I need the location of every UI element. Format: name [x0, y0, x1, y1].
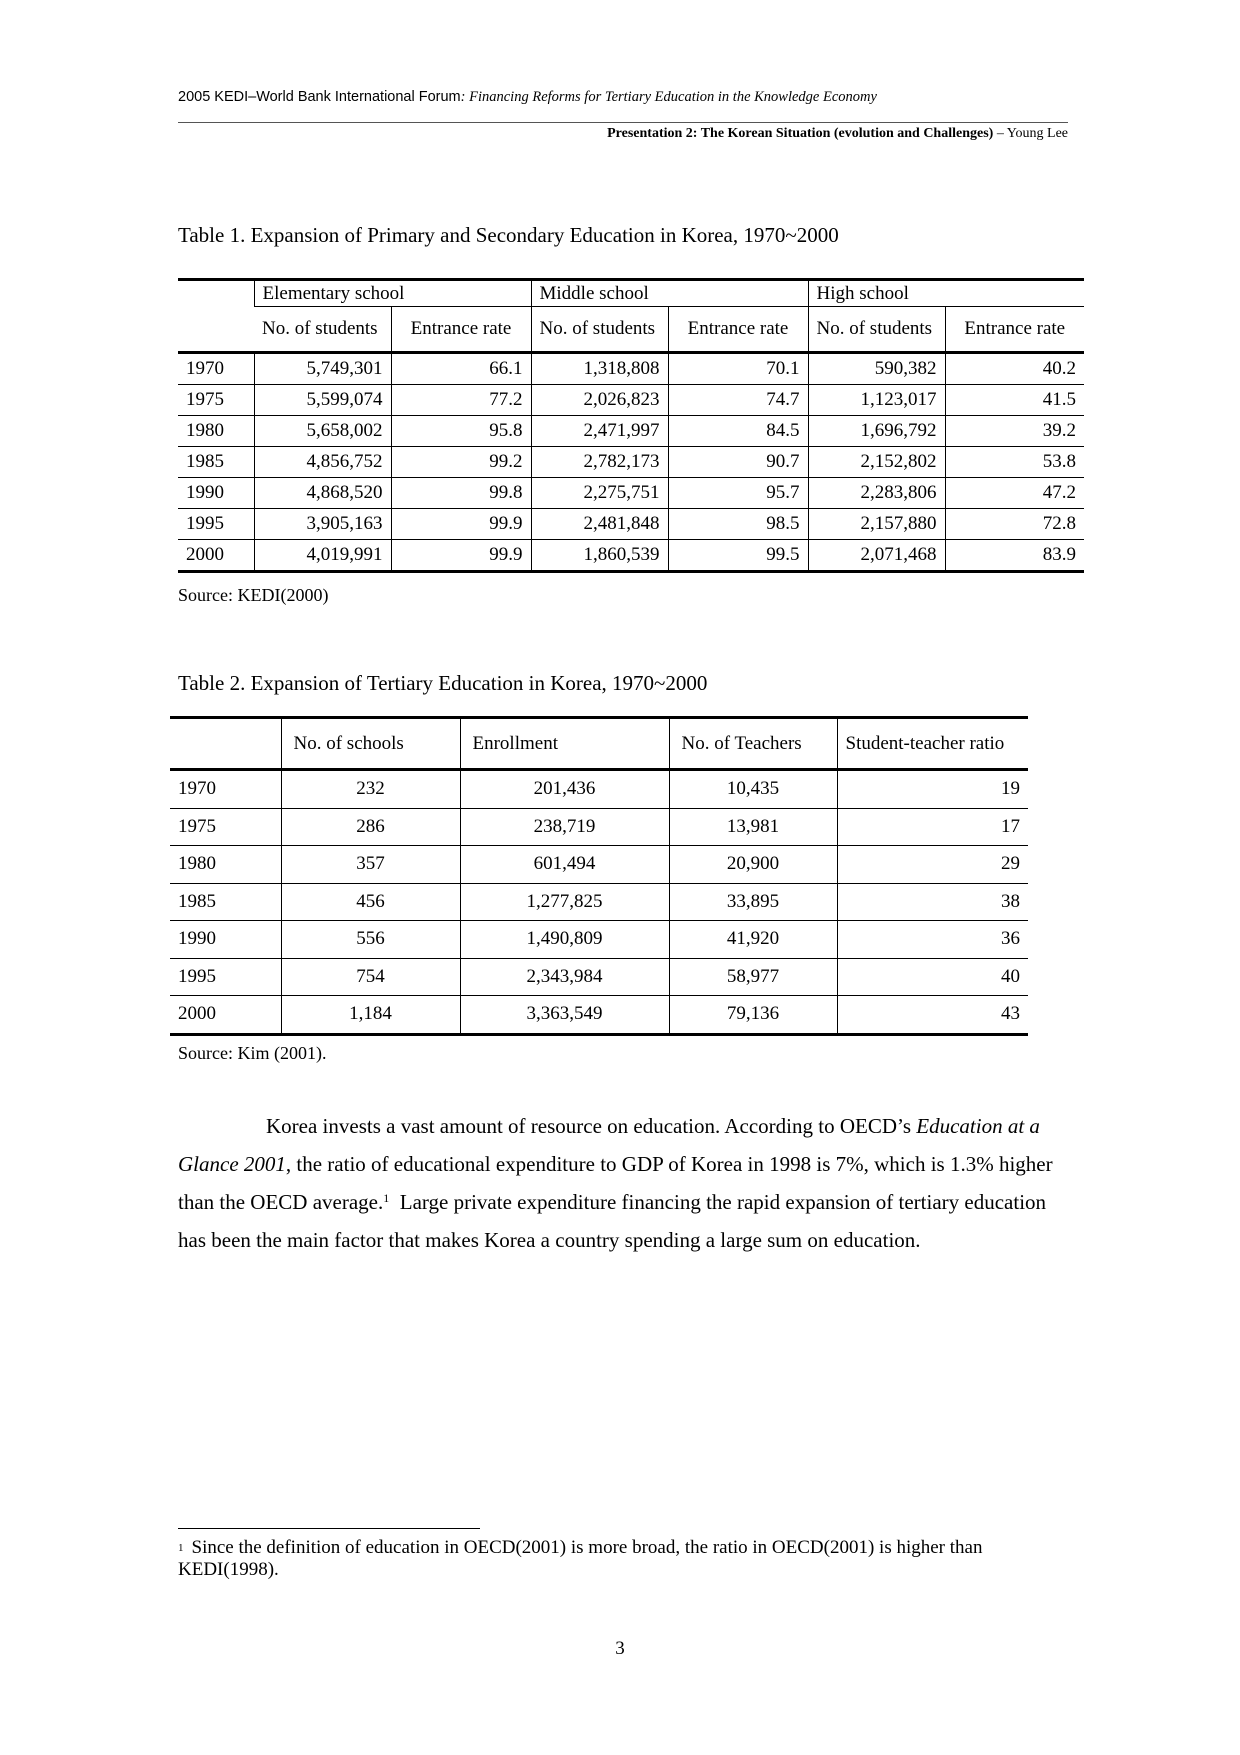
table1-primary-secondary — [178, 278, 1084, 573]
data-cell: 43 — [837, 996, 1028, 1035]
data-cell: 357 — [281, 846, 460, 884]
data-cell: 1,860,539 — [531, 540, 668, 572]
year-cell: 1970 — [170, 770, 281, 809]
data-cell: 41.5 — [945, 385, 1084, 416]
data-cell: 90.7 — [668, 447, 808, 478]
table-row — [178, 353, 1084, 385]
data-cell: 232 — [281, 770, 460, 809]
table2-header-row — [170, 718, 1028, 770]
data-cell: 40.2 — [945, 353, 1084, 385]
table1-subheader: Entrance rate — [945, 307, 1084, 353]
data-cell: 70.1 — [668, 353, 808, 385]
data-cell: 47.2 — [945, 478, 1084, 509]
footnote-rule — [178, 1528, 480, 1529]
data-cell: 1,123,017 — [808, 385, 945, 416]
data-cell: 99.5 — [668, 540, 808, 572]
cited-title: Education at a Glance 2001 — [178, 1114, 1040, 1176]
presenter-name: – Young Lee — [993, 126, 1068, 141]
data-cell: 13,981 — [669, 808, 837, 846]
year-cell: 1995 — [170, 958, 281, 996]
year-cell: 1990 — [178, 478, 254, 509]
table-row — [170, 808, 1028, 846]
data-cell: 2,275,751 — [531, 478, 668, 509]
data-cell: 74.7 — [668, 385, 808, 416]
table2-tertiary — [170, 716, 1028, 1036]
data-cell: 29 — [837, 846, 1028, 884]
forum-name: 2005 KEDI–World Bank International Forum — [178, 89, 461, 105]
data-cell: 2,283,806 — [808, 478, 945, 509]
paragraph-text: , the ratio of educational expenditure to GDP of Korea in 1998 is 7%, which is 1.3% higher than the OECD average. — [178, 1152, 1053, 1214]
data-cell: 40 — [837, 958, 1028, 996]
table-row — [170, 770, 1028, 809]
year-cell: 1980 — [170, 846, 281, 884]
forum-sep: : — [460, 89, 466, 105]
year-cell: 1985 — [178, 447, 254, 478]
table1-caption: Table 1. Expansion of Primary and Secondary Education in Korea, 1970~2000 — [178, 223, 839, 247]
data-cell: 77.2 — [391, 385, 531, 416]
data-cell: 99.8 — [391, 478, 531, 509]
year-cell: 1985 — [170, 883, 281, 921]
table1-source: Source: KEDI(2000) — [178, 585, 329, 605]
table-row — [178, 385, 1084, 416]
presentation-title: Presentation 2: The Korean Situation (evolution and Challenges) — [607, 126, 994, 141]
data-cell: 238,719 — [460, 808, 669, 846]
data-cell: 58,977 — [669, 958, 837, 996]
data-cell: 456 — [281, 883, 460, 921]
footnote — [178, 1537, 1078, 1581]
data-cell: 4,019,991 — [254, 540, 391, 572]
table1-group-header — [178, 280, 1084, 307]
data-cell: 3,905,163 — [254, 509, 391, 540]
body-paragraph — [178, 1107, 1068, 1259]
data-cell: 1,490,809 — [460, 921, 669, 959]
year-cell: 1980 — [178, 416, 254, 447]
data-cell: 19 — [837, 770, 1028, 809]
header-rule — [178, 122, 1068, 123]
data-cell: 1,318,808 — [531, 353, 668, 385]
data-cell: 95.8 — [391, 416, 531, 447]
table1-group-elementary: Elementary school — [254, 280, 531, 307]
data-cell: 4,856,752 — [254, 447, 391, 478]
table2-header: No. of Teachers — [669, 718, 837, 770]
table2-corner-cell — [170, 718, 281, 770]
data-cell: 98.5 — [668, 509, 808, 540]
data-cell: 5,749,301 — [254, 353, 391, 385]
table-row — [170, 846, 1028, 884]
data-cell: 99.2 — [391, 447, 531, 478]
forum-subtitle: Financing Reforms for Tertiary Education in the Knowledge Economy — [465, 89, 877, 105]
paragraph-text: Large private expenditure financing the rapid expansion of tertiary education has been the main factor that makes Korea a country spending a large sum on education. — [178, 1190, 1052, 1252]
table1-sub-header — [178, 307, 1084, 353]
table2-caption: Table 2. Expansion of Tertiary Education in Korea, 1970~2000 — [178, 671, 708, 695]
data-cell: 84.5 — [668, 416, 808, 447]
data-cell: 99.9 — [391, 540, 531, 572]
table2-source: Source: Kim (2001). — [178, 1043, 327, 1063]
data-cell: 95.7 — [668, 478, 808, 509]
table-row — [178, 540, 1084, 572]
page-number: 3 — [615, 1638, 625, 1659]
data-cell: 2,152,802 — [808, 447, 945, 478]
table-row — [170, 883, 1028, 921]
table2-header: Enrollment — [460, 718, 669, 770]
data-cell: 66.1 — [391, 353, 531, 385]
data-cell: 201,436 — [460, 770, 669, 809]
table-row — [178, 509, 1084, 540]
presentation-byline — [607, 126, 1068, 142]
data-cell: 2,343,984 — [460, 958, 669, 996]
table2-header: No. of schools — [281, 718, 460, 770]
data-cell: 2,782,173 — [531, 447, 668, 478]
table-row — [178, 447, 1084, 478]
data-cell: 79,136 — [669, 996, 837, 1035]
data-cell: 72.8 — [945, 509, 1084, 540]
data-cell: 5,599,074 — [254, 385, 391, 416]
table1-subheader: No. of students — [531, 307, 668, 353]
table1-group-high: High school — [808, 280, 1084, 307]
table-row — [170, 996, 1028, 1035]
data-cell: 601,494 — [460, 846, 669, 884]
footnote-text: Since the definition of education in OECD(2001) is more broad, the ratio in OECD(2001) is higher than KEDI(1998). — [178, 1537, 983, 1580]
table1-subheader: No. of students — [808, 307, 945, 353]
data-cell: 39.2 — [945, 416, 1084, 447]
data-cell: 36 — [837, 921, 1028, 959]
table-row — [170, 958, 1028, 996]
year-cell: 1975 — [178, 385, 254, 416]
data-cell: 2,157,880 — [808, 509, 945, 540]
data-cell: 1,696,792 — [808, 416, 945, 447]
data-cell: 33,895 — [669, 883, 837, 921]
table1-group-middle: Middle school — [531, 280, 808, 307]
data-cell: 2,026,823 — [531, 385, 668, 416]
table-row — [178, 416, 1084, 447]
data-cell: 20,900 — [669, 846, 837, 884]
data-cell: 2,481,848 — [531, 509, 668, 540]
table1-subheader: Entrance rate — [391, 307, 531, 353]
footnote-number: 1 — [178, 1542, 184, 1554]
data-cell: 556 — [281, 921, 460, 959]
data-cell: 38 — [837, 883, 1028, 921]
data-cell: 41,920 — [669, 921, 837, 959]
data-cell: 2,071,468 — [808, 540, 945, 572]
year-cell: 1975 — [170, 808, 281, 846]
year-cell: 1995 — [178, 509, 254, 540]
year-cell: 1990 — [170, 921, 281, 959]
data-cell: 1,277,825 — [460, 883, 669, 921]
data-cell: 99.9 — [391, 509, 531, 540]
data-cell: 4,868,520 — [254, 478, 391, 509]
table1-subheader: Entrance rate — [668, 307, 808, 353]
data-cell: 2,471,997 — [531, 416, 668, 447]
data-cell: 286 — [281, 808, 460, 846]
data-cell: 10,435 — [669, 770, 837, 809]
table1-corner-cell — [178, 280, 254, 353]
year-cell: 2000 — [170, 996, 281, 1035]
table2-header: Student-teacher ratio — [837, 718, 1028, 770]
year-cell: 1970 — [186, 358, 224, 379]
paragraph-text: Korea invests a vast amount of resource on education. According to OECD’s — [266, 1114, 917, 1138]
data-cell: 17 — [837, 808, 1028, 846]
table1-subheader: No. of students — [262, 318, 378, 339]
data-cell: 53.8 — [945, 447, 1084, 478]
data-cell: 3,363,549 — [460, 996, 669, 1035]
data-cell: 5,658,002 — [254, 416, 391, 447]
table-row — [170, 921, 1028, 959]
data-cell: 590,382 — [808, 353, 945, 385]
data-cell: 1,184 — [281, 996, 460, 1035]
table-row — [178, 478, 1084, 509]
year-cell: 2000 — [178, 540, 254, 572]
data-cell: 83.9 — [945, 540, 1084, 572]
footnote-ref-link[interactable]: 1 — [383, 1191, 390, 1205]
running-header — [178, 89, 877, 106]
data-cell: 754 — [281, 958, 460, 996]
